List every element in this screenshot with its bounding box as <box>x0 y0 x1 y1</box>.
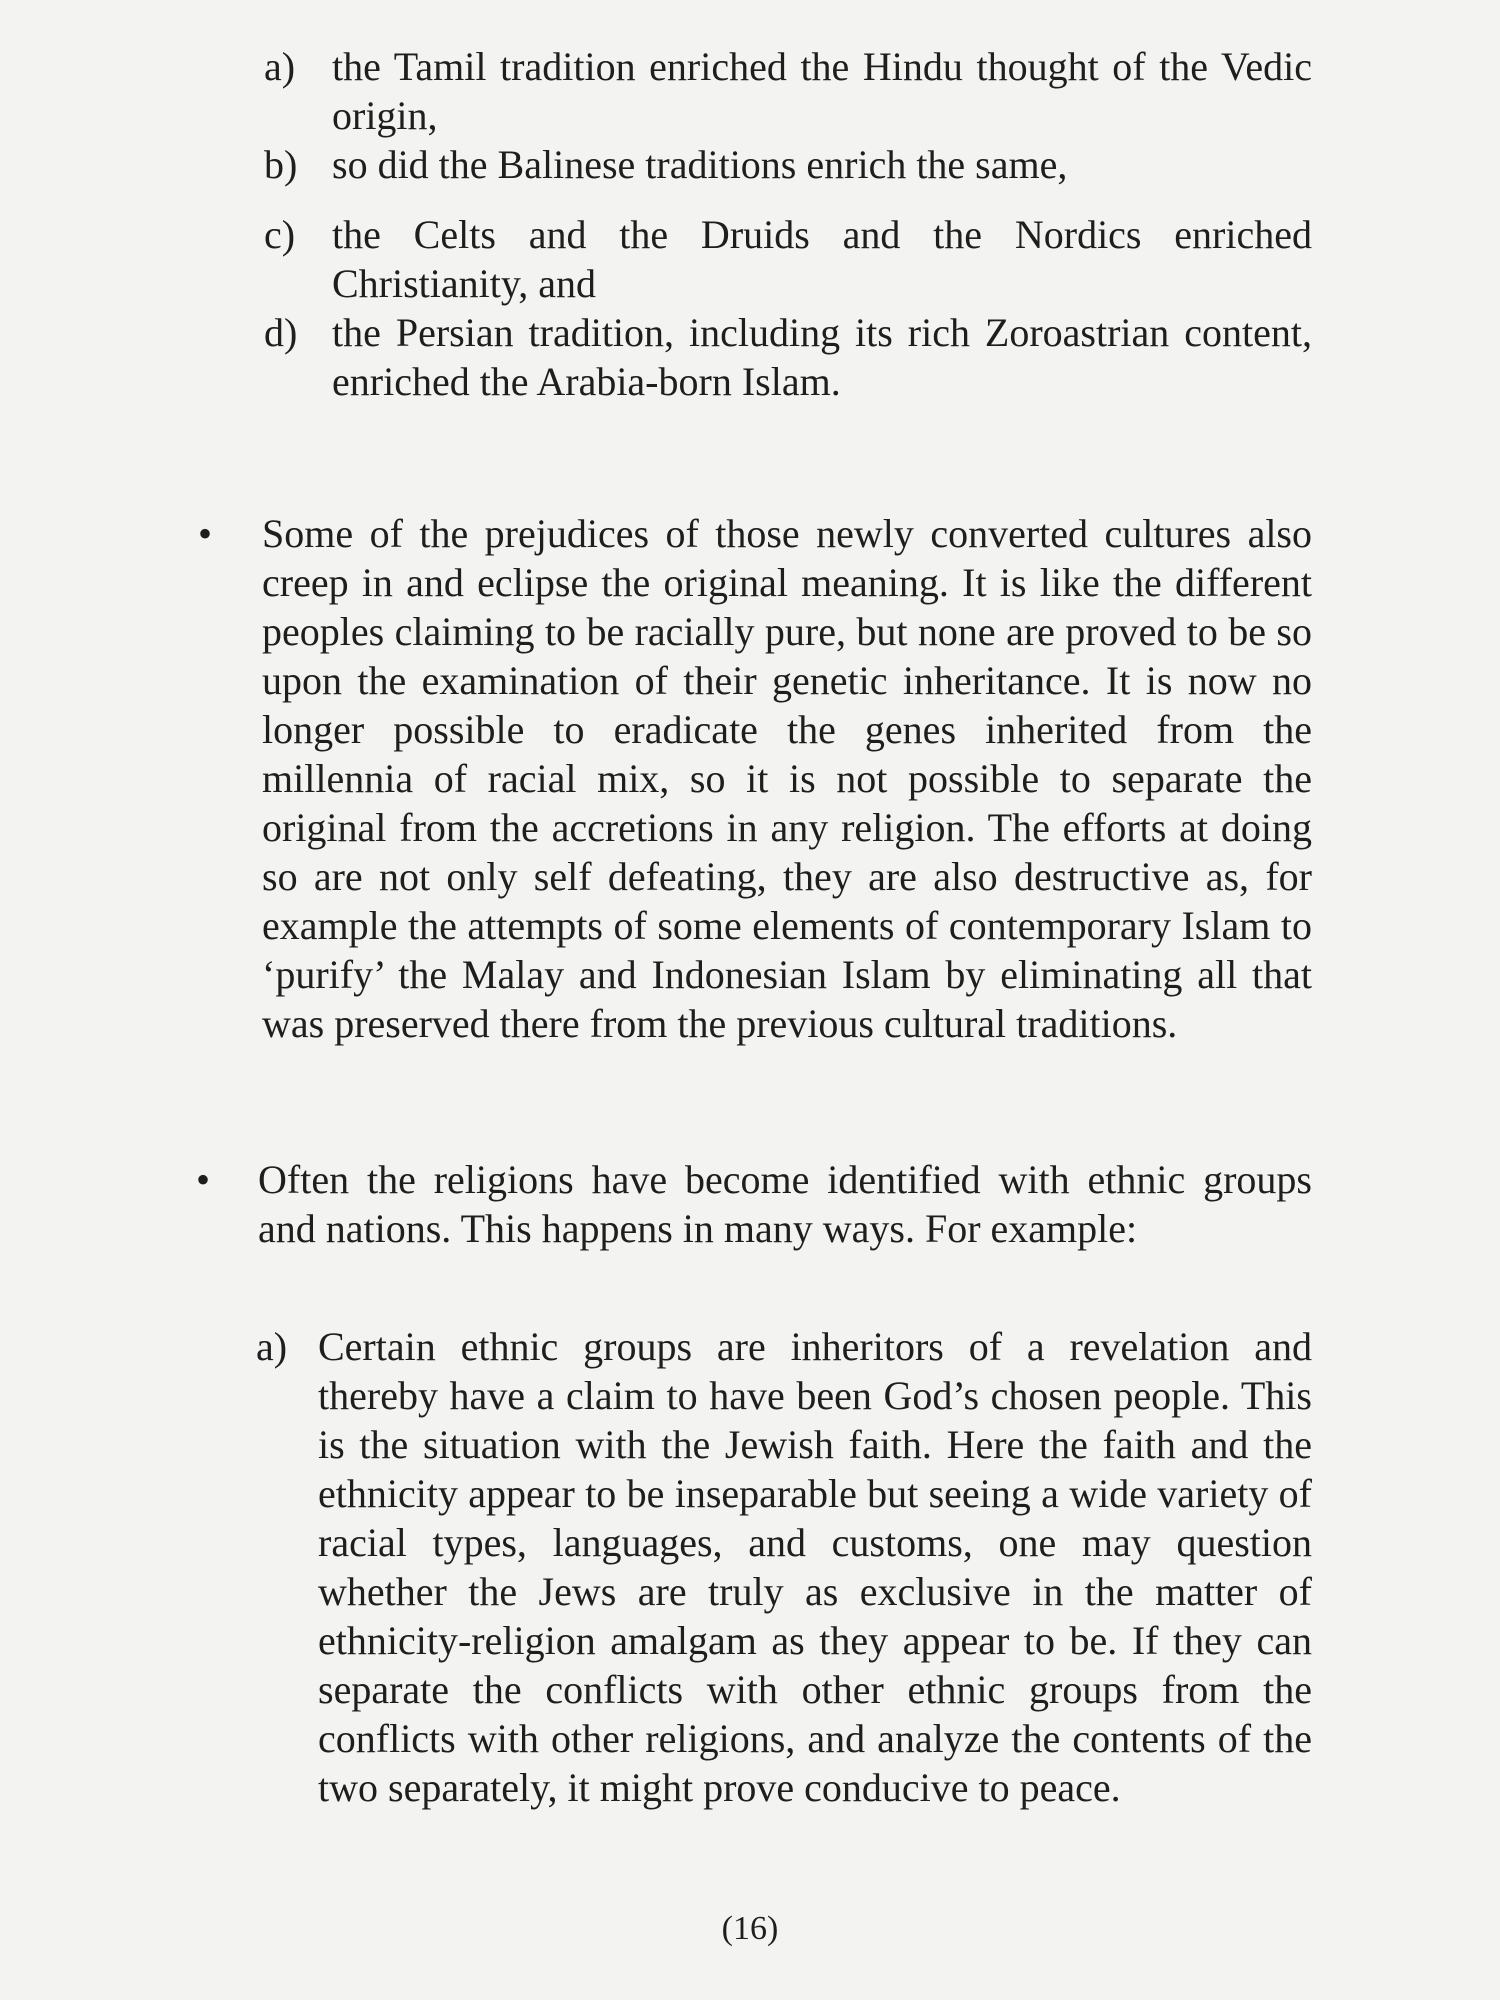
list-marker: b) <box>264 142 298 187</box>
list-item <box>264 308 1312 406</box>
bullet-paragraph <box>196 1155 1312 1253</box>
bullet-paragraph <box>196 509 1312 1048</box>
list-item-text: so did the Balinese traditions enrich the same, <box>332 142 1068 187</box>
bullet-icon: • <box>198 511 213 556</box>
list-item <box>264 42 1312 138</box>
list-marker: c) <box>264 212 296 257</box>
bullet-text: Often the religions have become identified with ethnic groups and nations. This happens in many ways. For example: <box>258 1157 1312 1251</box>
list-item <box>264 210 1312 308</box>
list-marker: a) <box>264 44 296 89</box>
list-item-text: the Persian tradition, including its rich Zoroastrian content, enriched the Arabia-born Islam. <box>332 310 1312 404</box>
ethnic-groups-list <box>256 1322 1312 1812</box>
list-marker: a) <box>256 1324 288 1369</box>
list-item-text: Certain ethnic groups are inheritors of a revelation and thereby have a claim to have been God’s chosen people. This is the situation with the Jewish faith. Here the faith and the ethnicity appear to be inseparable but seeing a wide variety of racial types, languages, and customs, one may question whether the Jews are truly as exclusive in the matter of ethnicity-religion amalgam as they appear to be. If they can separate the conflicts with other ethnic groups from the conflicts with other religions, and analyze the contents of the two separately, it might prove conducive to peace. <box>318 1324 1312 1810</box>
list-marker: d) <box>264 310 298 355</box>
list-item-text: the Celts and the Druids and the Nordics enriched Christianity, and <box>332 212 1312 306</box>
bullet-icon: • <box>196 1157 211 1202</box>
list-item <box>256 1322 1312 1812</box>
enrichment-list <box>264 42 1312 406</box>
list-item-text: the Tamil tradition enriched the Hindu thought of the Vedic origin, <box>332 44 1312 138</box>
list-item <box>264 140 1312 189</box>
bullet-text: Some of the prejudices of those newly converted cultures also creep in and eclipse the original meaning. It is like the different peoples claiming to be racially pure, but none are proved to be so upon the examination of their genetic inheritance. It is now no longer possible to eradicate the genes inherited from the millennia of racial mix, so it is not possible to separate the original from the accretions in any religion. The efforts at doing so are not only self defeating, they are also destructive as, for example the attempts of some elements of contemporary Islam to ‘purify’ the Malay and Indonesian Islam by eliminating all that was preserved there from the previous cultural traditions. <box>262 511 1312 1046</box>
page-number: (16) <box>721 1910 779 1947</box>
